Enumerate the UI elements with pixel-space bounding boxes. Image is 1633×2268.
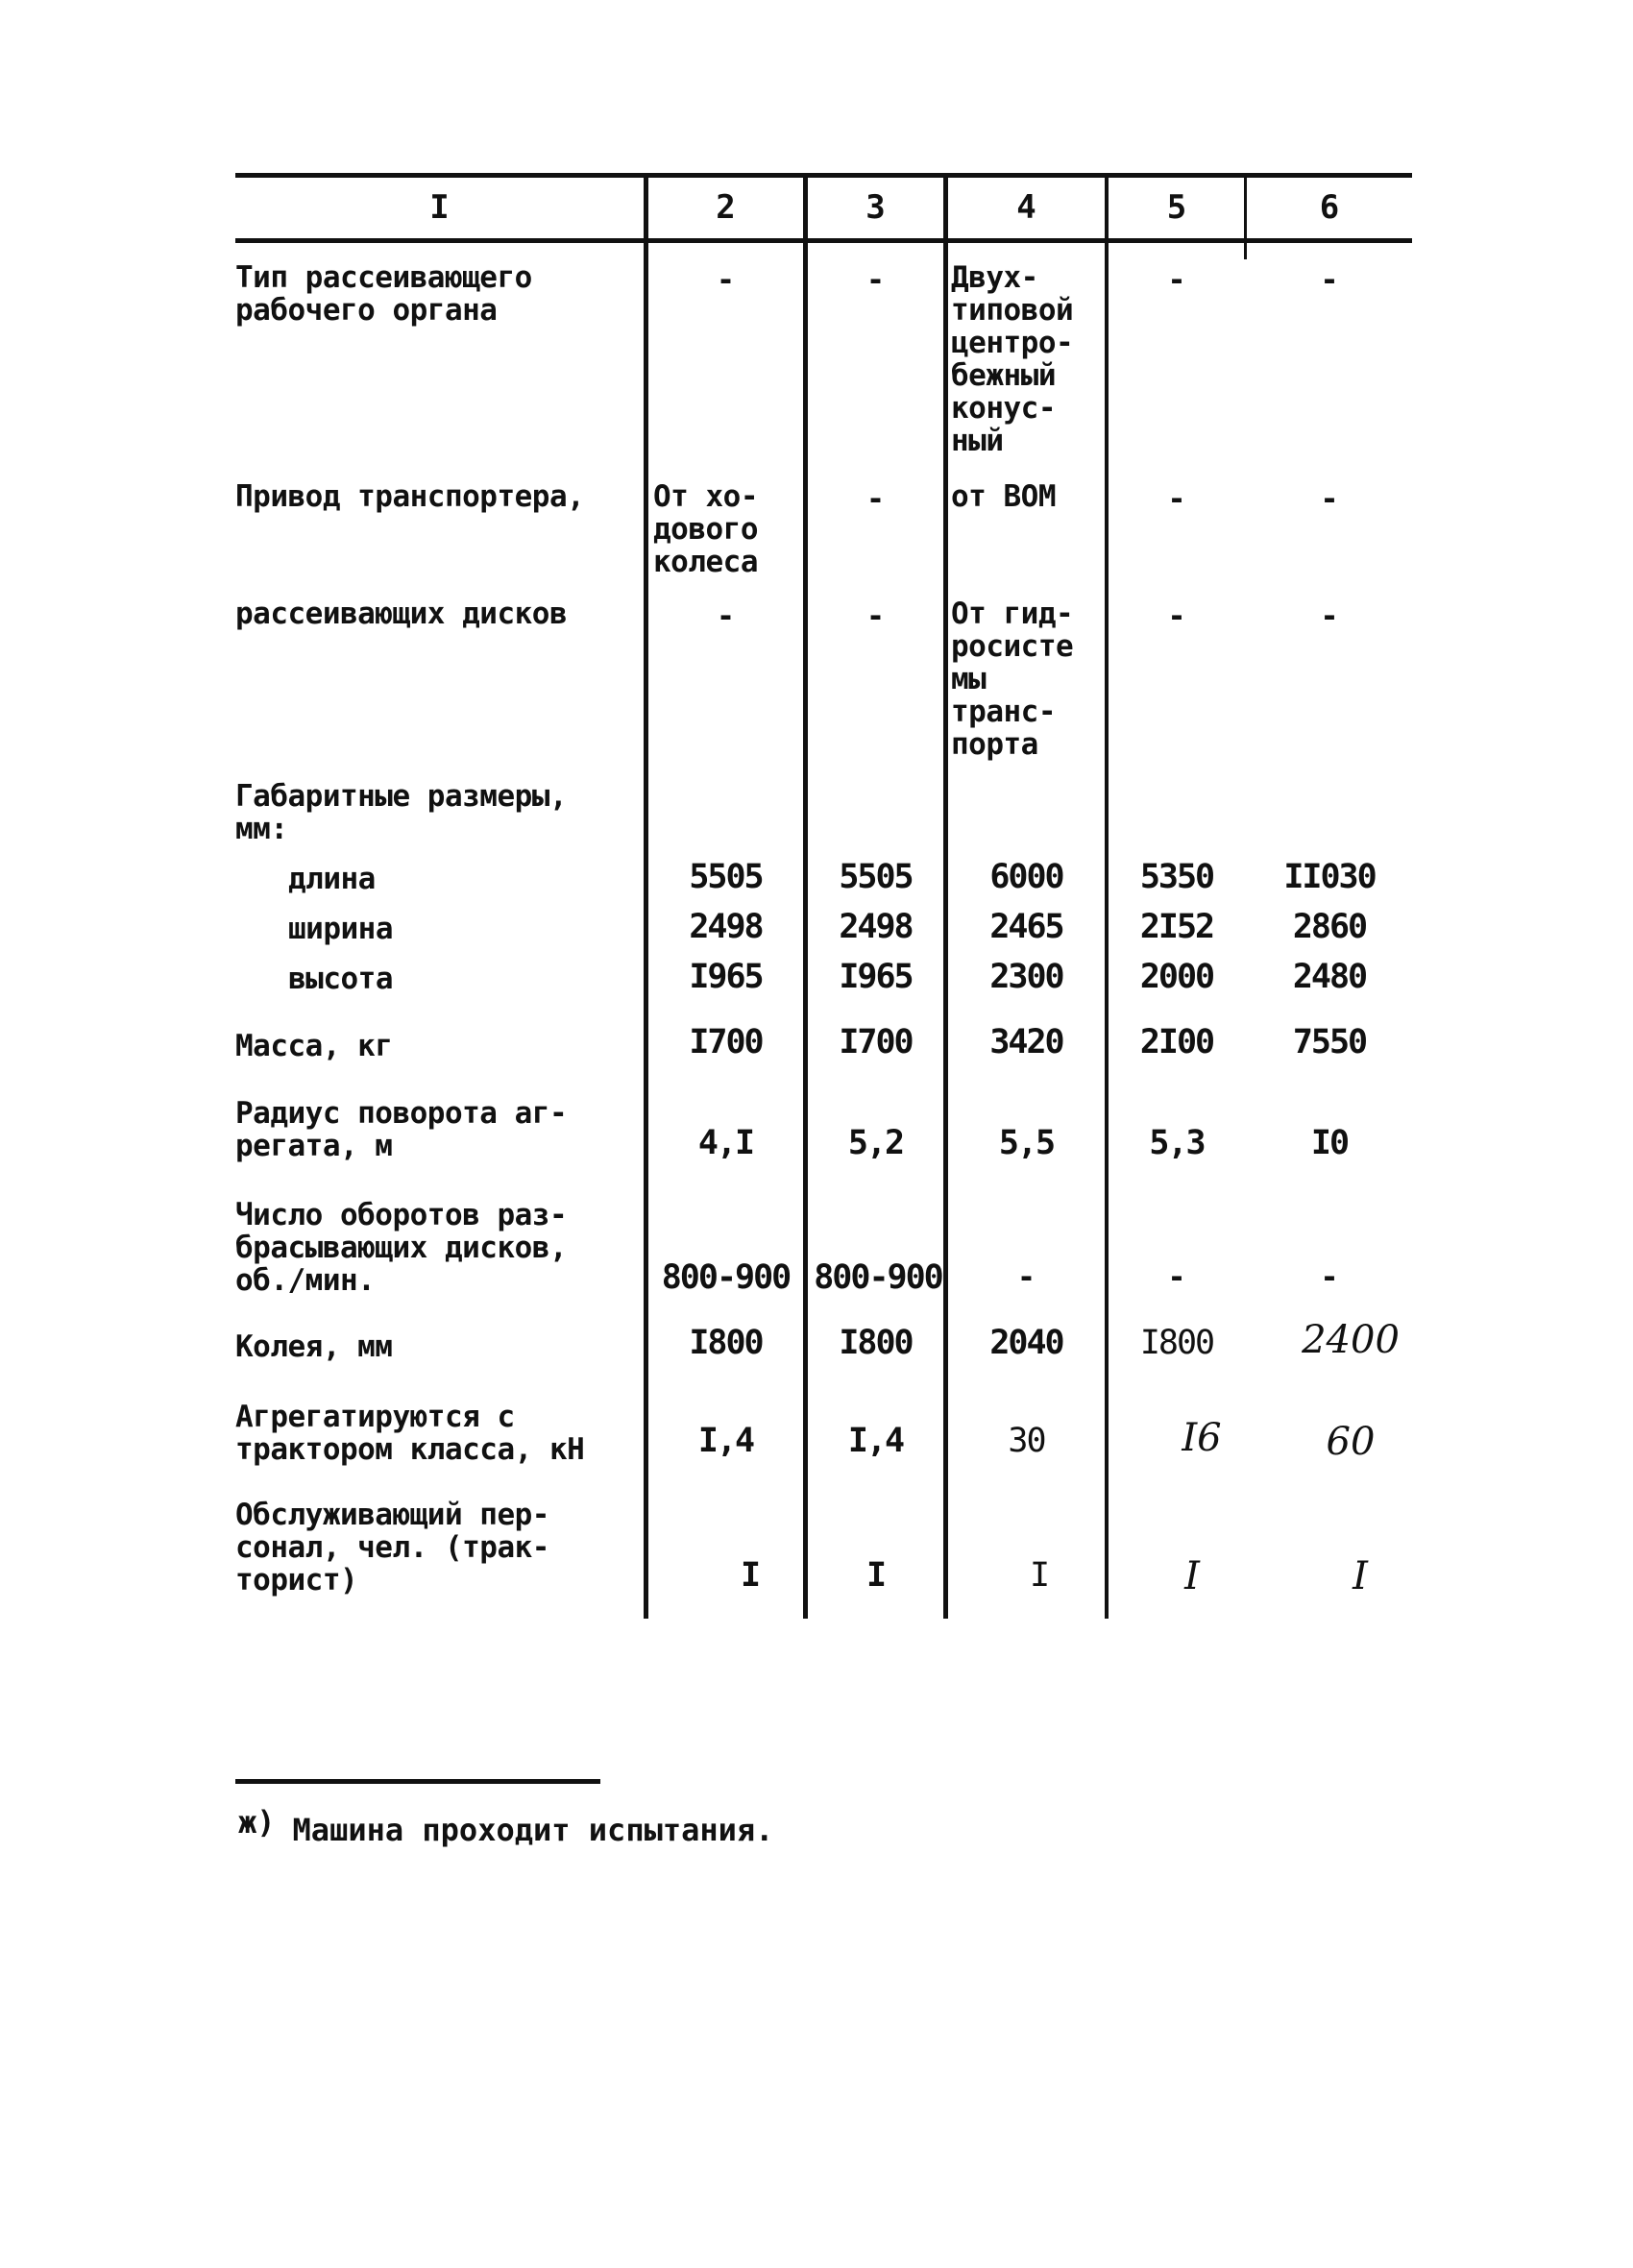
cell-r12-c3: I [865,1556,886,1595]
row-label-length: длина [288,862,376,896]
row-label-tractor-class: Агрегатируются с трактором класса, кН [235,1400,585,1467]
cell-r2-c5: - [1167,597,1186,634]
column-divider-1 [644,178,648,1619]
cell-r11-c3: I,4 [847,1422,904,1460]
cell-r0-c3: - [865,261,886,298]
cell-r6-c5: 2000 [1139,958,1214,996]
table-top-rule [235,173,1412,178]
cell-r0-c2: - [716,261,736,298]
cell-r11-c4: 30 [1008,1422,1045,1460]
cell-r1-c5: - [1167,480,1186,517]
cell-r1-c3: - [865,480,886,517]
cell-r9-c6: - [1320,1258,1339,1295]
cell-r7-c4: 3420 [989,1023,1063,1061]
row-label-mass: Масса, кг [235,1029,393,1063]
row-label-spreader-type: Тип рассеивающего рабочего органа [235,260,532,328]
cell-r5-c4: 2465 [989,908,1063,946]
header-col-3: 3 [865,188,886,227]
cell-r8-c3: 5,2 [847,1124,904,1162]
cell-r8-c4: 5,5 [998,1124,1055,1162]
cell-r7-c6: 7550 [1292,1023,1367,1061]
cell-r11-c5: I6 [1182,1416,1222,1460]
cell-r9-c3: 800-900 [814,1258,942,1297]
cell-r5-c5: 2I52 [1139,908,1214,946]
row-label-disc-drive: рассеивающих дисков [235,597,568,631]
footnote [238,1804,774,1848]
header-col-1: I [429,188,450,227]
column-divider-3 [943,178,948,1619]
column-divider-2 [803,178,808,1619]
header-col-5: 5 [1166,188,1187,227]
row-label-dimensions: Габаритные размеры, мм: [235,779,568,846]
cell-r11-c6: 60 [1326,1420,1376,1464]
cell-r10-c4: 2040 [989,1324,1063,1362]
row-label-turning-radius: Радиус поворота аг- регата, м [235,1096,568,1163]
footnote-rule [235,1779,600,1784]
cell-r4-c5: 5350 [1139,858,1214,896]
cell-r2-c3: - [865,597,886,634]
cell-r12-c5: I [1184,1554,1200,1598]
cell-r0-c4: Двух- типовой центро- бежный конус- ный [951,260,1074,458]
cell-r2-c6: - [1320,597,1339,634]
row-label-height: высота [288,962,393,996]
cell-r10-c5: I800 [1139,1324,1214,1362]
cell-r8-c5: 5,3 [1149,1124,1205,1162]
cell-r4-c6: II030 [1283,858,1376,896]
row-label-track: Колея, мм [235,1329,393,1364]
cell-r6-c3: I965 [839,958,913,996]
cell-r9-c2: 800-900 [661,1258,791,1297]
cell-r7-c5: 2I00 [1139,1023,1214,1061]
cell-r0-c5: - [1167,261,1186,298]
footnote-text: Машина проходит испытания. [292,1812,774,1848]
cell-r5-c3: 2498 [839,908,913,946]
cell-r8-c2: 4,I [697,1124,754,1162]
cell-r1-c2: От хо- дового колеса [653,479,758,579]
cell-r6-c2: I965 [689,958,763,996]
cell-r5-c6: 2860 [1292,908,1367,946]
cell-r7-c2: I700 [689,1023,763,1061]
row-label-width: ширина [288,912,393,946]
cell-r5-c2: 2498 [689,908,763,946]
row-label-conveyor-drive: Привод транспортера, [235,479,585,514]
cell-r4-c3: 5505 [839,858,913,896]
cell-r7-c3: I700 [839,1023,913,1061]
cell-r12-c6: I [1353,1554,1368,1598]
header-col-6: 6 [1319,188,1340,227]
header-col-2: 2 [716,188,736,227]
cell-r8-c6: I0 [1310,1124,1349,1162]
cell-r4-c2: 5505 [689,858,763,896]
row-label-disc-speed: Число оборотов раз- брасывающих дисков, об./мин. [235,1198,568,1298]
cell-r12-c2: I [740,1556,760,1595]
cell-r11-c2: I,4 [697,1422,754,1460]
cell-r4-c4: 6000 [989,858,1063,896]
footnote-marker: ж) [238,1804,276,1841]
cell-r2-c2: - [716,597,736,634]
cell-r9-c5: - [1167,1258,1186,1295]
cell-r1-c4: от ВОМ [951,479,1056,514]
header-col-4: 4 [1016,188,1036,227]
cell-r10-c3: I800 [839,1324,913,1362]
cell-r10-c6: 2400 [1302,1318,1400,1362]
row-label-personnel: Обслуживающий пер- сонал, чел. (трак- торист) [235,1498,549,1597]
table-header-rule [235,238,1412,243]
cell-r12-c4: I [1029,1556,1049,1595]
cell-r9-c4: - [1016,1258,1036,1295]
cell-r2-c4: От гид- росисте мы транс- порта [951,597,1074,762]
cell-r6-c6: 2480 [1292,958,1367,996]
cell-r0-c6: - [1320,261,1339,298]
column-divider-4 [1105,178,1109,1619]
cell-r1-c6: - [1320,480,1339,517]
cell-r6-c4: 2300 [989,958,1063,996]
cell-r10-c2: I800 [689,1324,763,1362]
